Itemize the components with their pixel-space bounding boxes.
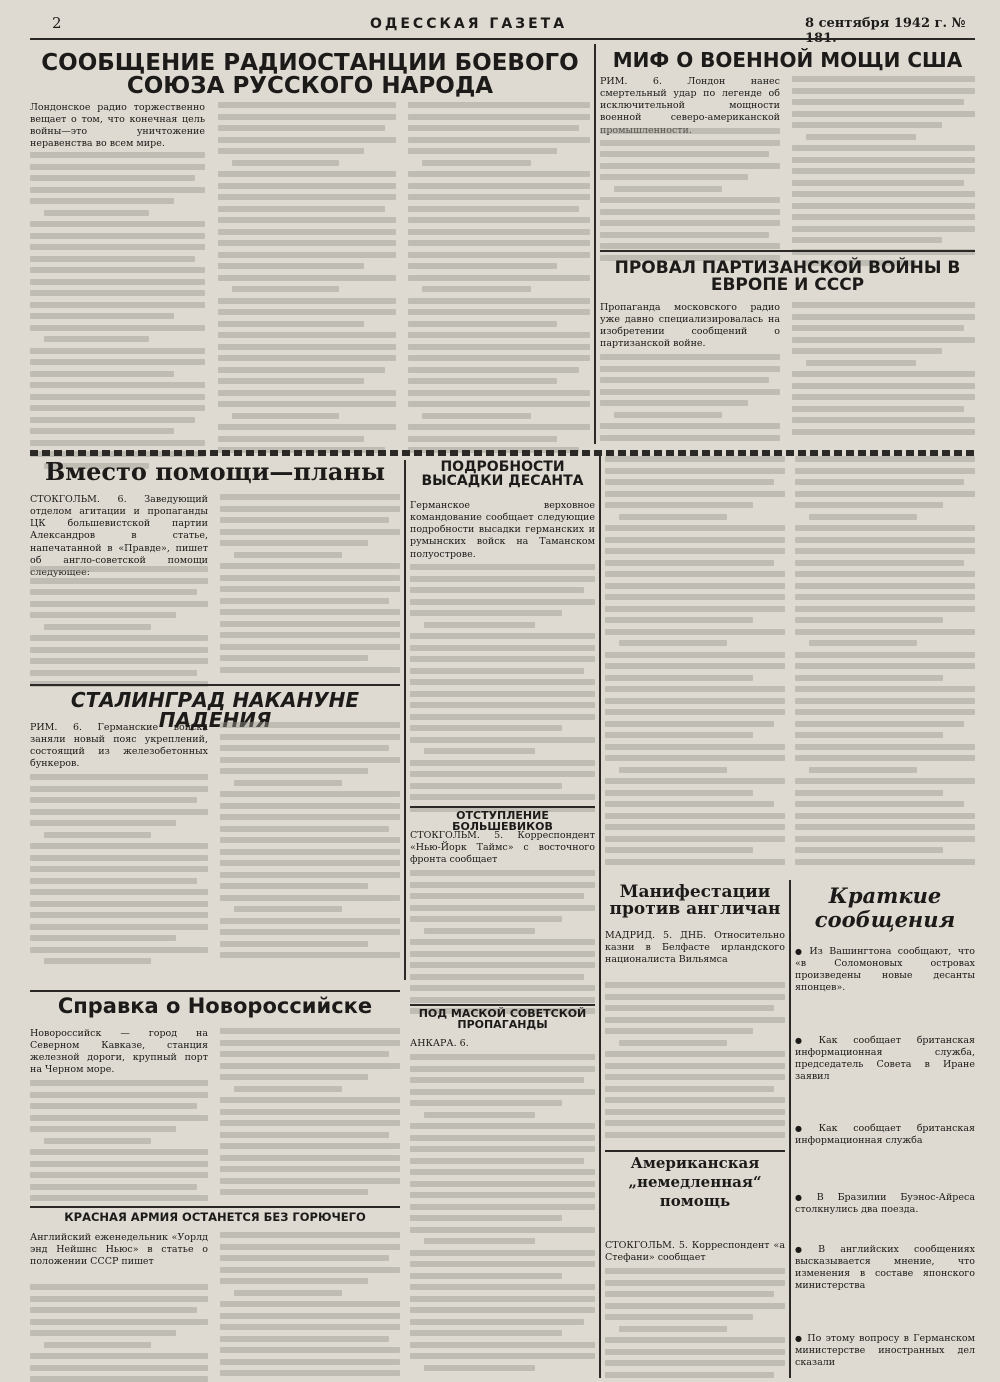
- masthead-rule: [30, 38, 975, 40]
- headline-myth: МИФ О ВОЕННОЙ МОЩИ США: [612, 48, 963, 72]
- lead-mask: АНКАРА. 6.: [410, 1038, 469, 1049]
- lead-landing: Германское верховное командование сообщает следующие подробности высадки германских и румынских войск на Таманском полуострове.: [410, 500, 595, 560]
- lead-stalingrad: РИМ. 6. Германские войска заняли новый пояс укреплений, состоящий из железобетонных бункеров.: [30, 722, 208, 770]
- lead-american: СТОКГОЛЬМ. 5. Корреспондент «а Стефани» сообщает: [605, 1240, 785, 1264]
- article-novoross: [30, 996, 400, 1202]
- headline-stalingrad: СТАЛИНГРАД НАКАНУНЕ ПАДЕНИЯ: [70, 688, 360, 732]
- article-manifest: [605, 884, 785, 1144]
- brief-item: ● Из Вашингтона сообщают, что «в Соломоновых островах произведены новые десанты японцев».: [795, 946, 975, 995]
- article-american: [605, 1154, 785, 1378]
- brief-item: ● Как сообщает британская информационная служба, председатель Совета в Иране заявил: [795, 1035, 975, 1084]
- headline-novoross: Справка о Новороссийске: [57, 994, 373, 1018]
- headline-mask: ПОД МАСКОЙ СОВЕТСКОЙ ПРОПАГАНДЫ: [418, 1007, 587, 1031]
- article-stalingrad: [30, 690, 400, 985]
- article-myth: [600, 44, 975, 244]
- brief-item: ● По этому вопросу в Германском министерстве иностранных дел сказали: [795, 1333, 975, 1369]
- lead-fuel: Английский еженедельник «Уорлд энд Нейшнс Ньюс» в статье о положении СССР пишет: [30, 1232, 208, 1268]
- headline-plans: Вместо помощи—планы: [44, 457, 386, 486]
- article-partisan: [600, 256, 975, 444]
- headline-landing: ПОДРОБНОСТИ ВЫСАДКИ ДЕСАНТА: [421, 459, 584, 489]
- article-brief: [795, 884, 975, 1378]
- lead-partisan: Пропаганда московского радио уже давно специализировалась на изобретении сообщений о партизанской войне.: [600, 302, 780, 350]
- lead-plans: СТОКГОЛЬМ. 6. Заведующий отделом агитации и пропаганды ЦК большевистской партии Александров в статье, напечатанной в «Правде», пишет об англо-советской помощи следующее:: [30, 494, 208, 578]
- headline-radio: СООБЩЕНИЕ РАДИОСТАНЦИИ БОЕВОГО СОЮЗА РУССКОГО НАРОДА: [41, 50, 579, 99]
- column-rule: [594, 44, 596, 444]
- masthead-date: 8 сентября 1942 г. № 181.: [805, 16, 966, 46]
- brief-item: ● В английских сообщениях высказывается мнение, что изменения в составе японского министерства: [795, 1244, 975, 1293]
- article-landing: [410, 460, 595, 800]
- brief-item: ● Как сообщает британская информационная служба: [795, 1123, 975, 1147]
- lead-myth: РИМ. 6. Лондон нанес смертельный удар по легенде об исключительной мощности военной северо-американской промышленности.: [600, 76, 780, 136]
- lead-radio: Лондонское радио торжественно вещает о том, что конечная цель войны—это уничтожение неравенства во всем мире.: [30, 102, 205, 150]
- article-mask: [410, 1008, 595, 1378]
- article-plans: [30, 457, 400, 680]
- article-radio: [30, 44, 590, 444]
- lead-novoross: Новороссийск — город на Северном Кавказе, станция железной дороги, крупный порт на Черном море.: [30, 1028, 208, 1076]
- headline-brief: Краткие сообщения: [814, 883, 956, 933]
- headline-partisan: ПРОВАЛ ПАРТИЗАНСКОЙ ВОЙНЫ В ЕВРОПЕ И СССР: [614, 258, 961, 295]
- brief-item: ● В Бразилии Буэнос-Айреса столкнулись два поезда.: [795, 1192, 975, 1216]
- headline-manifest: Манифестации против англичан: [609, 882, 781, 919]
- article-retreat: [410, 810, 595, 1000]
- lead-retreat: СТОКГОЛЬМ. 5. Корреспондент «Нью-Йорк Таймс» с восточного фронта сообщает: [410, 830, 595, 866]
- article-fuel: [30, 1212, 400, 1378]
- lead-manifest: МАДРИД. 5. ДНБ. Относительно казни в Белфасте ирландского националиста Вильямса: [605, 930, 785, 966]
- col-radio-1: [30, 102, 205, 444]
- headline-american: Американская „немедленная“ помощь: [628, 1154, 762, 1210]
- masthead-title: ОДЕССКАЯ ГАЗЕТА: [370, 16, 568, 32]
- headline-retreat: ОТСТУПЛЕНИЕ БОЛЬШЕВИКОВ: [452, 809, 553, 833]
- headline-fuel: КРАСНАЯ АРМИЯ ОСТАНЕТСЯ БЕЗ ГОРЮЧЕГО: [64, 1210, 366, 1224]
- page-number: 2: [52, 14, 62, 32]
